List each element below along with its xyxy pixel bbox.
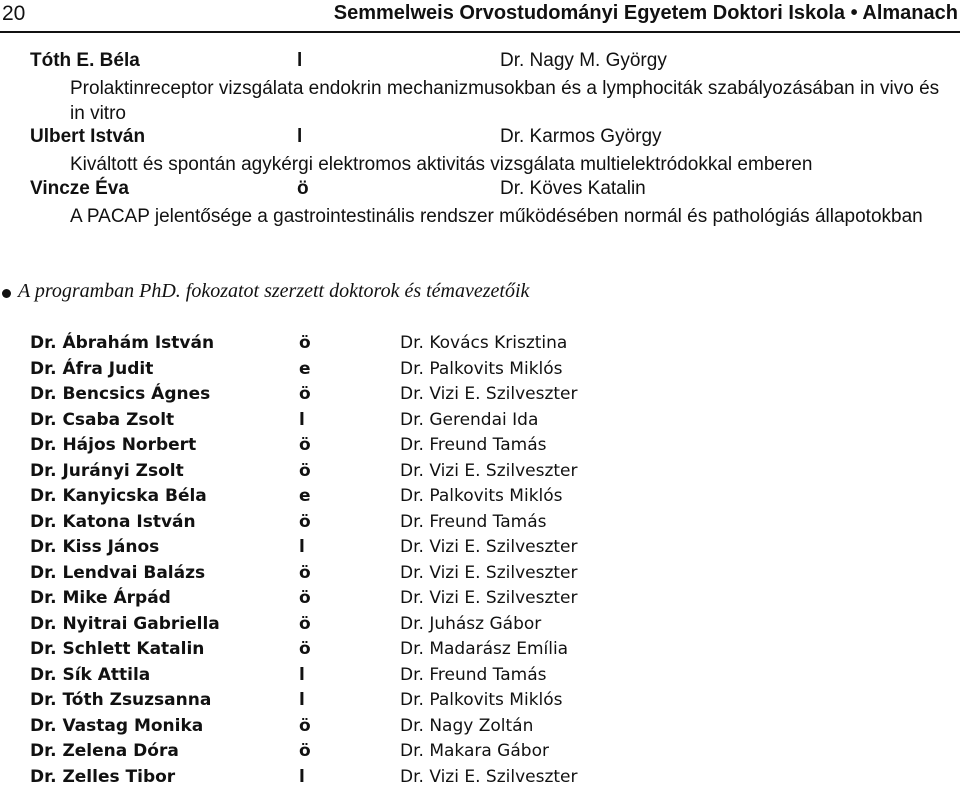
graduate-name: Dr. Áfra Judit	[30, 359, 153, 379]
header-rule	[0, 31, 960, 33]
advisor-name: Dr. Nagy Zoltán	[400, 716, 533, 736]
status-code: e	[299, 486, 311, 506]
status-code: l	[297, 50, 302, 72]
advisor-name: Dr. Vizi E. Szilveszter	[400, 537, 577, 557]
status-code: ö	[299, 333, 311, 353]
graduate-name: Dr. Schlett Katalin	[30, 639, 204, 659]
graduate-name: Dr. Zelena Dóra	[30, 741, 179, 761]
status-code: l	[299, 537, 305, 557]
status-code: ö	[299, 563, 311, 583]
graduate-name: Dr. Csaba Zsolt	[30, 410, 174, 430]
status-code: ö	[299, 588, 311, 608]
advisor-name: Dr. Palkovits Miklós	[400, 690, 563, 710]
candidate-name: Tóth E. Béla	[30, 50, 140, 72]
graduate-name: Dr. Nyitrai Gabriella	[30, 614, 220, 634]
advisor-name: Dr. Vizi E. Szilveszter	[400, 563, 577, 583]
graduate-name: Dr. Ábrahám István	[30, 333, 214, 353]
advisor-name: Dr. Makara Gábor	[400, 741, 549, 761]
dissertation-topic: A PACAP jelentősége a gastrointestinális rendszer működésében normál és pathológiás állapotokban	[70, 204, 950, 229]
page-header	[0, 0, 960, 34]
status-code: l	[299, 665, 305, 685]
status-code: ö	[299, 741, 311, 761]
graduate-name: Dr. Kiss János	[30, 537, 159, 557]
candidate-name: Vincze Éva	[30, 178, 129, 200]
advisor-name: Dr. Palkovits Miklós	[400, 486, 563, 506]
advisor-name: Dr. Vizi E. Szilveszter	[400, 767, 577, 787]
list-item	[30, 486, 950, 512]
list-item	[30, 767, 950, 792]
list-item	[30, 537, 950, 563]
graduate-name: Dr. Jurányi Zsolt	[30, 461, 184, 481]
page-number: 20	[2, 2, 25, 26]
graduate-name: Dr. Katona István	[30, 512, 196, 532]
advisor-name: Dr. Karmos György	[500, 126, 662, 148]
candidate-name: Ulbert István	[30, 126, 145, 148]
running-title: Semmelweis Orvostudományi Egyetem Doktori Iskola • Almanach	[334, 2, 958, 25]
advisor-name: Dr. Gerendai Ida	[400, 410, 538, 430]
status-code: e	[299, 359, 311, 379]
status-code: ö	[297, 178, 309, 200]
dissertation-entry	[30, 126, 950, 177]
advisor-name: Dr. Vizi E. Szilveszter	[400, 461, 577, 481]
status-code: ö	[299, 716, 311, 736]
list-item	[30, 563, 950, 589]
graduate-name: Dr. Sík Attila	[30, 665, 150, 685]
graduate-name: Dr. Hájos Norbert	[30, 435, 196, 455]
graduate-name: Dr. Bencsics Ágnes	[30, 384, 210, 404]
advisor-name: Dr. Kovács Krisztina	[400, 333, 567, 353]
bullet-icon	[2, 289, 11, 298]
status-code: l	[299, 690, 305, 710]
list-item	[30, 461, 950, 487]
advisor-name: Dr. Nagy M. György	[500, 50, 667, 72]
dissertation-topic: Kiváltott és spontán agykérgi elektromos aktivitás vizsgálata multielektródokkal emberen	[70, 152, 950, 177]
status-code: l	[299, 410, 305, 430]
status-code: ö	[299, 461, 311, 481]
list-item	[30, 359, 950, 385]
list-item	[30, 716, 950, 742]
advisor-name: Dr. Freund Tamás	[400, 665, 547, 685]
advisor-name: Dr. Vizi E. Szilveszter	[400, 588, 577, 608]
list-item	[30, 435, 950, 461]
advisor-name: Dr. Madarász Emília	[400, 639, 568, 659]
status-code: ö	[299, 614, 311, 634]
status-code: ö	[299, 435, 311, 455]
status-code: ö	[299, 639, 311, 659]
graduate-name: Dr. Lendvai Balázs	[30, 563, 205, 583]
dissertation-entry	[30, 50, 950, 126]
status-code: ö	[299, 512, 311, 532]
list-item	[30, 410, 950, 436]
list-item	[30, 512, 950, 538]
graduate-name: Dr. Tóth Zsuzsanna	[30, 690, 211, 710]
advisor-name: Dr. Freund Tamás	[400, 435, 547, 455]
advisor-name: Dr. Vizi E. Szilveszter	[400, 384, 577, 404]
status-code: l	[299, 767, 305, 787]
advisor-name: Dr. Palkovits Miklós	[400, 359, 563, 379]
graduate-name: Dr. Mike Árpád	[30, 588, 171, 608]
graduate-list	[30, 333, 950, 792]
list-item	[30, 665, 950, 691]
dissertation-entry	[30, 178, 950, 229]
status-code: ö	[299, 384, 311, 404]
list-item	[30, 588, 950, 614]
status-code: l	[297, 126, 302, 148]
graduate-name: Dr. Vastag Monika	[30, 716, 203, 736]
list-item	[30, 614, 950, 640]
list-item	[30, 639, 950, 665]
dissertation-topic: Prolaktinreceptor vizsgálata endokrin mechanizmusokban és a lymphociták szabályozásában in vivo és in vitro	[70, 76, 950, 126]
graduate-name: Dr. Zelles Tibor	[30, 767, 175, 787]
advisor-name: Dr. Juhász Gábor	[400, 614, 541, 634]
advisor-name: Dr. Freund Tamás	[400, 512, 547, 532]
graduate-name: Dr. Kanyicska Béla	[30, 486, 207, 506]
list-item	[30, 333, 950, 359]
section-title: A programban PhD. fokozatot szerzett doktorok és témavezetőik	[18, 280, 529, 303]
list-item	[30, 741, 950, 767]
list-item	[30, 384, 950, 410]
advisor-name: Dr. Köves Katalin	[500, 178, 646, 200]
list-item	[30, 690, 950, 716]
